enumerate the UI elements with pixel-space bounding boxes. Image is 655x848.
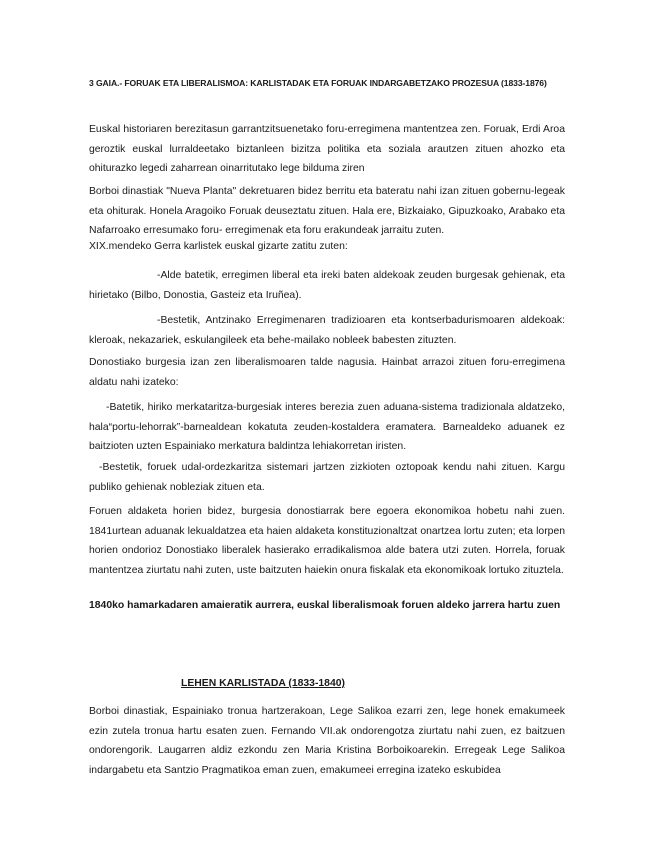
paragraph-foruen-aldaketa: Foruen aldaketa horien bidez, burgesia donostiarrak bere egoera ekonomikoa hobetu nahi zuen. 1841urtean aduanak lekualdatzea eta haien aldaketa konstituzionaltzat onartzea lortu zuten; eta lorpen horien ondorioz Donostiako liberalek hasierako erradikalismoa alde batera utzi zuten. Horrela, foruak mantentzea ziurtatu nahi zuten, uste baitzuten haiekin onura fiskalak eta ekonomikoak lortuko zituztela.	[89, 506, 565, 576]
section-heading: LEHEN KARLISTADA (1833-1840)	[181, 678, 345, 689]
paragraph-aduana: -Batetik, hiriko merkataritza-burgesiak interes berezia zuen aduana-sistema tradizionala aldatzeko, hala“portu-lehorrak”-barnealdean kokatuta zeuden-kostaldera eramatera. Barnealdeko aduanek ez baitzioten uzten Espainiako merkatura baldintza lehiakorretan iristen.	[89, 402, 565, 452]
paragraph-liberal-side: -Alde batetik, erregimen liberal eta ireki baten aldekoak zeuden burgesak gehienak, eta hirietako (Bilbo, Donostia, Gasteiz eta Iruñea).	[89, 270, 565, 301]
document-title: 3 GAIA.- FORUAK ETA LIBERALISMOA: KARLISTADAK ETA FORUAK INDARGABETZAKO PROZESUA (1833-1876)	[89, 78, 547, 88]
paragraph-donostia-burgesia: Donostiako burgesia izan zen liberalismoaren talde nagusia. Hainbat arrazoi zituen foru-erregimena aldatu nahi izateko:	[89, 357, 565, 388]
paragraph-lehen-karlistada: Borboi dinastiak, Espainiako tronua hartzerakoan, Lege Salikoa ezarri zen, lege honek emakumeek ezin zutela tronua hartu esaten zuen. Fernando VII.ak ondorengotza ziurtatu nahi zuen, ez baitzuen ondorengorik. Laugarren aldiz ezkondu zen Maria Kristina Borboikoarekin. Erregeak Lege Salikoa indargabetu eta Santzio Pragmatikoa eman zuen, emakumeei erregina izateko eskubidea	[89, 706, 565, 776]
paragraph-gerra-karlistak: XIX.mendeko Gerra karlistek euskal gizarte zatitu zuten:	[89, 241, 348, 252]
paragraph-udal-ordezkaritza: -Bestetik, foruek udal-ordezkaritza sistemari jartzen zizkioten oztopoak kendu nahi zituen. Kargu publiko gehienak nobleziak zituen eta.	[89, 462, 565, 493]
paragraph-foru-intro: Euskal historiaren berezitasun garrantzitsuenetako foru-erregimena mantentzea zen. Foruak, Erdi Aroa geroztik euskal lurraldeetako biztanleen bizitza politika eta soziala arautzen zituen ahozko eta ohiturazko legedi zaharrean oinarritutako lege bilduma ziren	[89, 124, 565, 174]
paragraph-1840-conclusion: 1840ko hamarkadaren amaieratik aurrera, euskal liberalismoak foruen aldeko jarrera hartu zuen	[89, 600, 561, 611]
paragraph-nueva-planta: Borboi dinastiak "Nueva Planta" dekretuaren bidez berritu eta bateratu nahi izan zituen gobernu-legeak eta ohiturak. Honela Aragoiko Foruak deuseztatu zituen. Hala ere, Bizkaiako, Gipuzkoako, Arabako eta Nafarroako erresumako foru- erregimenak eta foru erakundeak jarraitu zuten.	[89, 186, 565, 236]
paragraph-traditional-side: -Bestetik, Antzinako Erregimenaren tradizioaren eta kontserbadurismoaren aldekoak: kleroak, nekazariek, eskulangileek eta behe-mailako nobleek babesten zituzten.	[89, 315, 565, 346]
